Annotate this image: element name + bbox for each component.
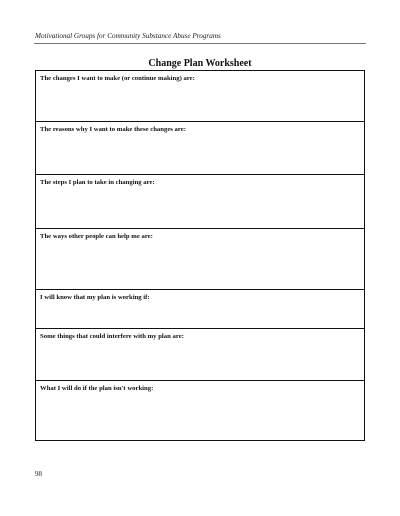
section-signs-working[interactable] (35, 290, 365, 329)
worksheet-sections (35, 70, 365, 441)
page-number: 98 (35, 470, 42, 478)
section-label-interference: Some things that could interfere with my plan are: (40, 333, 184, 340)
header-rule (34, 43, 366, 44)
section-label-reasons: The reasons why I want to make these changes are: (40, 126, 186, 133)
section-label-signs-working: I will know that my plan is working if: (40, 294, 150, 301)
running-header: Motivational Groups for Community Substance Abuse Programs (35, 32, 221, 40)
worksheet-title: Change Plan Worksheet (148, 58, 252, 69)
section-support[interactable] (35, 229, 365, 290)
section-label-backup-plan: What I will do if the plan isn't working: (40, 385, 154, 392)
section-label-steps: The steps I plan to take in changing are: (40, 179, 155, 186)
section-label-support: The ways other people can help me are: (40, 233, 153, 240)
section-backup-plan[interactable] (35, 381, 365, 441)
section-label-changes: The changes I want to make (or continue making) are: (40, 75, 195, 82)
section-reasons[interactable] (35, 122, 365, 175)
section-interference[interactable] (35, 329, 365, 381)
section-steps[interactable] (35, 175, 365, 229)
section-changes[interactable] (35, 71, 365, 122)
